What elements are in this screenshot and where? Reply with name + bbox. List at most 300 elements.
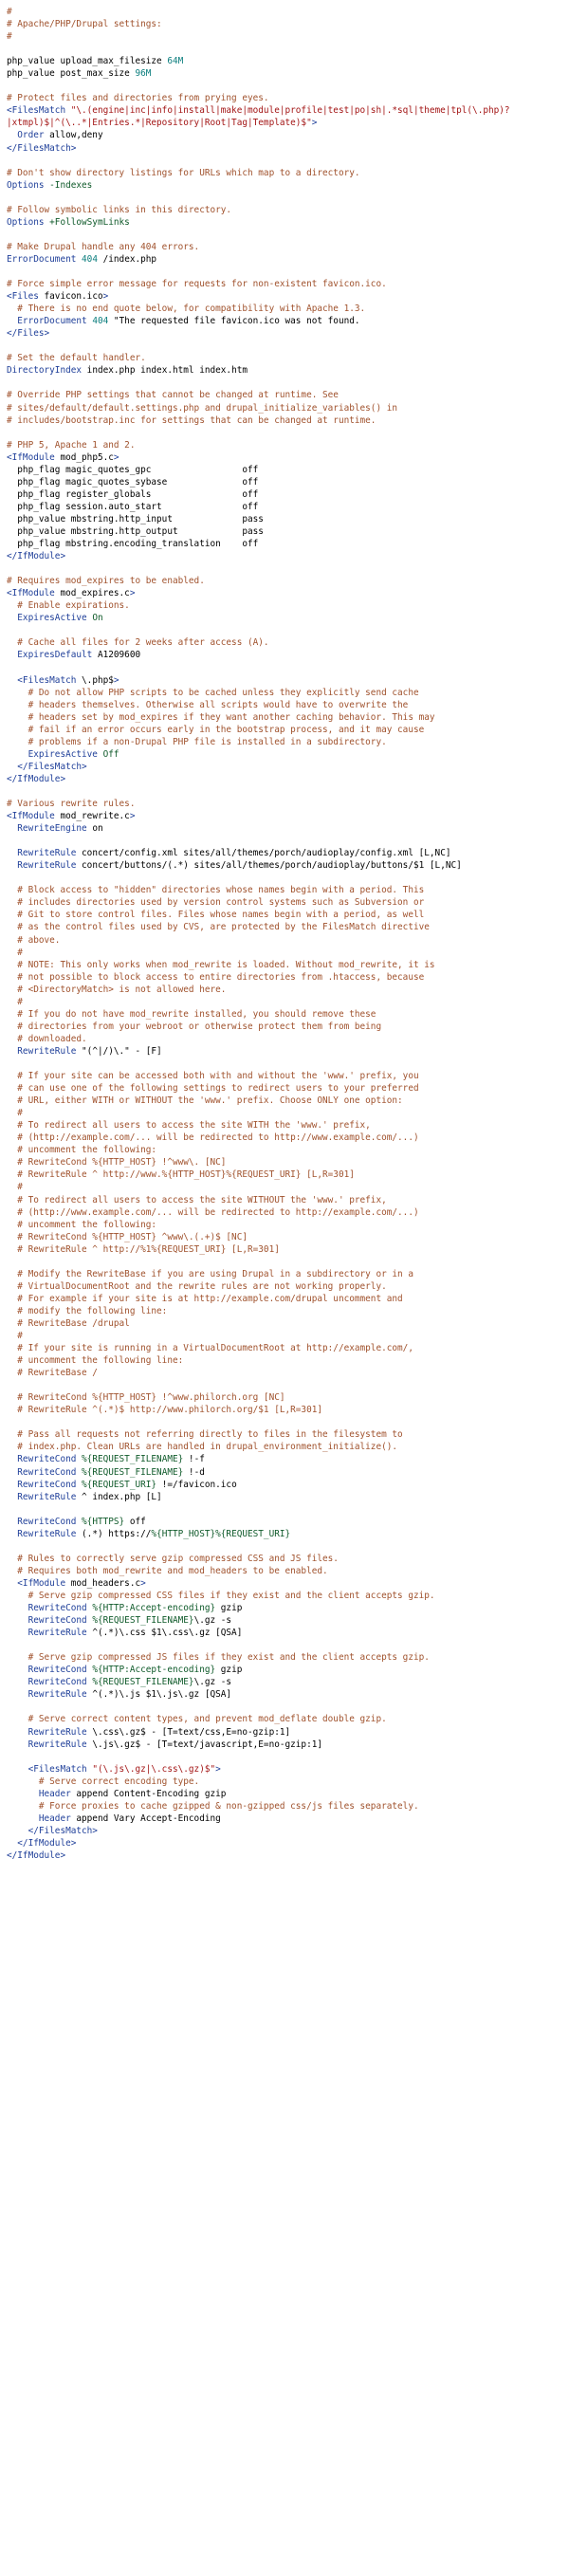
- code-token: RewriteCond: [7, 1665, 93, 1676]
- code-token: php_flag session.auto_start off: [7, 501, 259, 512]
- code-token: </FilesMatch>: [7, 761, 87, 772]
- code-line: [7, 761, 569, 773]
- code-token: 404: [82, 253, 98, 265]
- code-line: [7, 1763, 569, 1776]
- code-token: Options: [7, 216, 50, 228]
- code-token: # problems if a non-Drupal PHP file is installed in a subdirectory.: [7, 736, 387, 747]
- code-token: !-f: [183, 1454, 205, 1465]
- code-line: [7, 636, 569, 649]
- code-line: [7, 1168, 569, 1181]
- code-line: [7, 1181, 569, 1193]
- code-line: [7, 835, 569, 847]
- code-line: [7, 488, 569, 501]
- code-line: [7, 377, 569, 389]
- code-line: [7, 155, 569, 167]
- code-token: "The requested file favicon.ico was not found.: [108, 316, 360, 327]
- code-token: # (http://example.com/... will be redirected to http://www.example.com/...): [7, 1132, 419, 1144]
- code-token: php_flag mbstring.encoding_translation off: [7, 539, 259, 550]
- code-line: [7, 1776, 569, 1788]
- code-line: [7, 266, 569, 278]
- code-token: RewriteRule: [7, 860, 83, 872]
- code-token: Order: [7, 130, 50, 141]
- code-token: %{REQUEST_FILENAME}: [82, 1466, 184, 1478]
- code-token: # RewriteCond %{HTTP_HOST} ^www\.(.+)$ [NC]: [7, 1231, 248, 1242]
- code-token: "(\.js\.gz|\.css\.gz)$": [92, 1763, 216, 1775]
- code-line: [7, 464, 569, 476]
- code-token: \.js\.gz$ - [T=text/javascript,E=no-gzip:1]: [92, 1739, 323, 1750]
- code-token: concert/config.xml sites/all/themes/porch/audioplay/config.xml [L,NC]: [82, 848, 451, 859]
- code-token: # PHP 5, Apache 1 and 2.: [7, 439, 136, 451]
- code-line: [7, 1701, 569, 1713]
- code-line: [7, 1330, 569, 1342]
- code-line: [7, 1676, 569, 1688]
- code-line: [7, 1305, 569, 1317]
- code-line: [7, 624, 569, 636]
- code-line: [7, 1268, 569, 1280]
- code-token: # <DirectoryMatch> is not allowed here.: [7, 984, 227, 995]
- code-token: Header: [7, 1812, 77, 1824]
- code-token: # downloaded.: [7, 1033, 87, 1044]
- code-line: [7, 1849, 569, 1862]
- code-token: # Modify the RewriteBase if you are using Drupal in a subdirectory or in a: [7, 1268, 413, 1279]
- code-line: [7, 80, 569, 92]
- code-line: [7, 92, 569, 104]
- code-token: mod_php5.c: [60, 451, 114, 463]
- code-token: # sites/default/default.settings.php and drupal_initialize_variables() in: [7, 402, 398, 414]
- code-token: 96M: [135, 68, 152, 80]
- code-token: ^(.*)\.css $1\.css\.gz [QSA]: [92, 1628, 243, 1639]
- code-line: [7, 1800, 569, 1812]
- code-token: # not possible to block access to entire directories from .htaccess, because: [7, 971, 425, 983]
- code-token: # index.php. Clean URLs are handled in drupal_environment_initialize().: [7, 1442, 398, 1453]
- code-line: [7, 104, 569, 117]
- code-line: [7, 934, 569, 947]
- code-token: # Rules to correctly serve gzip compressed CSS and JS files.: [7, 1553, 339, 1564]
- code-token: # To redirect all users to access the site WITHOUT the 'www.' prefix,: [7, 1194, 387, 1205]
- code-line: [7, 142, 569, 155]
- code-token: # Enable expirations.: [7, 600, 130, 612]
- code-token: # RewriteRule ^ http://%1%{REQUEST_URI} [L,R=301]: [7, 1243, 280, 1255]
- code-token: %{HTTPS}: [82, 1516, 125, 1527]
- code-token: <Files: [7, 291, 45, 303]
- code-token: #: [7, 947, 23, 958]
- code-line: [7, 1825, 569, 1837]
- code-token: # Block access to "hidden" directories whose names begin with a period. This: [7, 885, 425, 896]
- code-token: !-d: [183, 1466, 205, 1478]
- code-line: [7, 1194, 569, 1206]
- code-token: #: [7, 31, 12, 43]
- code-token: >: [215, 1763, 221, 1775]
- code-line: [7, 1639, 569, 1651]
- code-line: [7, 587, 569, 599]
- code-token: %{HTTP:Accept-encoding}: [92, 1665, 216, 1676]
- code-token: # as the control files used by CVS, are protected by the FilesMatch directive: [7, 922, 430, 933]
- code-token: |xtmpl)$|^(\..*|Entries.*|Repository|Root|Tag|Template)$": [7, 118, 312, 129]
- code-line: [7, 1206, 569, 1219]
- code-token: # Various rewrite rules.: [7, 799, 136, 809]
- code-token: # Force simple error message for requests for non-existent favicon.ico.: [7, 279, 387, 290]
- code-line: [7, 6, 569, 18]
- code-line: [7, 1479, 569, 1491]
- code-token: # can use one of the following settings to redirect users to your preferred: [7, 1083, 419, 1095]
- code-token: <IfModule: [7, 1577, 71, 1589]
- code-line: [7, 1788, 569, 1800]
- code-line: [7, 1466, 569, 1479]
- code-token: php_value post_max_size: [7, 68, 136, 80]
- code-token: # fail if an error occurs early in the bootstrap process, and it may cause: [7, 724, 425, 735]
- code-token: %{REQUEST_URI}: [82, 1479, 157, 1490]
- code-line: [7, 724, 569, 736]
- code-line: [7, 1751, 569, 1763]
- code-token: allow,deny: [49, 130, 103, 141]
- code-token: RewriteRule: [7, 1491, 83, 1502]
- code-line: [7, 687, 569, 699]
- code-token: php_flag register_globals off: [7, 488, 259, 500]
- code-token: <FilesMatch: [7, 105, 71, 117]
- code-token: #: [7, 1331, 23, 1342]
- code-line: [7, 1144, 569, 1156]
- code-line: [7, 216, 569, 229]
- code-token: append Content-Encoding gzip: [76, 1788, 227, 1799]
- code-token: gzip: [215, 1603, 243, 1614]
- code-token: "(^|/)\." - [F]: [82, 1045, 162, 1057]
- code-line: [7, 1243, 569, 1256]
- code-token: >: [129, 811, 136, 822]
- code-line: [7, 1256, 569, 1268]
- code-line: [7, 1602, 569, 1614]
- code-token: php_value upload_max_filesize: [7, 56, 168, 67]
- code-token: >: [311, 118, 318, 129]
- code-token: </FilesMatch>: [7, 1825, 98, 1836]
- code-token: <FilesMatch: [7, 1763, 93, 1775]
- code-line: [7, 1428, 569, 1441]
- code-token: # headers set by mod_expires if they want another caching behavior. This may: [7, 711, 435, 723]
- code-token: #: [7, 7, 12, 17]
- code-line: [7, 550, 569, 562]
- code-token: On: [92, 613, 103, 624]
- code-token: # VirtualDocumentRoot and the rewrite rules are not working properly.: [7, 1280, 387, 1292]
- code-line: [7, 18, 569, 30]
- code-token: append Vary Accept-Encoding: [76, 1812, 221, 1824]
- code-token: RewriteRule: [7, 1739, 93, 1750]
- code-token: </IfModule>: [7, 773, 66, 784]
- code-line: [7, 1070, 569, 1082]
- code-token: # Serve correct content types, and prevent mod_deflate double gzip.: [7, 1714, 387, 1725]
- code-line: [7, 699, 569, 711]
- code-line: [7, 1577, 569, 1590]
- code-line: [7, 1391, 569, 1404]
- code-token: off: [124, 1516, 146, 1527]
- code-line: [7, 1082, 569, 1095]
- code-token: ^ index.php [L]: [82, 1491, 162, 1502]
- code-token: # Cache all files for 2 weeks after access (A).: [7, 637, 269, 649]
- code-token: # Apache/PHP/Drupal settings:: [7, 19, 162, 30]
- code-line: [7, 229, 569, 241]
- code-line: [7, 1231, 569, 1243]
- code-line: [7, 1453, 569, 1465]
- code-token: # (http://www.example.com/... will be redirected to http://example.com/...): [7, 1206, 419, 1218]
- code-token: Header: [7, 1788, 77, 1799]
- code-token: #: [7, 1108, 23, 1119]
- code-token: # Pass all requests not referring directly to files in the filesystem to: [7, 1429, 403, 1441]
- code-line: [7, 1404, 569, 1416]
- code-line: [7, 711, 569, 724]
- code-token: %{HTTP:Accept-encoding}: [92, 1603, 216, 1614]
- code-line: [7, 612, 569, 624]
- code-line: [7, 1540, 569, 1553]
- code-line: [7, 1503, 569, 1516]
- code-token: RewriteCond: [7, 1454, 83, 1465]
- code-line: [7, 575, 569, 587]
- code-token: # Requires both mod_rewrite and mod_headers to be enabled.: [7, 1565, 328, 1576]
- code-line: [7, 1342, 569, 1354]
- code-line: [7, 30, 569, 43]
- code-token: /index.php: [97, 253, 157, 265]
- code-line: [7, 315, 569, 327]
- code-token: # RewriteCond %{HTTP_HOST} !^www.philorch.org [NC]: [7, 1392, 285, 1404]
- code-line: [7, 402, 569, 414]
- code-token: # includes directories used by version control systems such as Subversion or: [7, 897, 425, 909]
- code-token: # headers themselves. Otherwise all scripts would have to overwrite the: [7, 699, 409, 710]
- code-token: # For example if your site is at http://example.com/drupal uncomment and: [7, 1293, 403, 1304]
- code-token: mod_headers.c: [70, 1577, 141, 1589]
- code-line: [7, 1441, 569, 1453]
- code-token: # If your site can be accessed both with and without the 'www.' prefix, you: [7, 1071, 419, 1082]
- code-token: # Follow symbolic links in this directory.: [7, 204, 232, 215]
- code-line: [7, 1664, 569, 1676]
- code-token: # RewriteBase /: [7, 1368, 98, 1379]
- code-token: # Do not allow PHP scripts to be cached unless they explicitly send cache: [7, 687, 419, 698]
- code-line: [7, 1416, 569, 1428]
- code-line: [7, 340, 569, 352]
- code-token: 64M: [167, 56, 184, 67]
- code-token: RewriteRule: [7, 1689, 93, 1701]
- code-token: # RewriteCond %{HTTP_HOST} !^www\. [NC]: [7, 1157, 227, 1168]
- code-token: >: [140, 1577, 146, 1589]
- code-line: [7, 1132, 569, 1144]
- code-line: [7, 129, 569, 141]
- code-line: [7, 1837, 569, 1849]
- code-token: \.gz -s: [193, 1615, 232, 1627]
- code-line: [7, 1107, 569, 1119]
- code-token: # RewriteBase /drupal: [7, 1317, 130, 1329]
- code-token: ExpiresActive: [7, 748, 103, 760]
- code-line: [7, 1726, 569, 1739]
- code-line: [7, 748, 569, 761]
- code-line: [7, 1021, 569, 1033]
- code-line: [7, 971, 569, 984]
- code-token: # Make Drupal handle any 404 errors.: [7, 241, 200, 252]
- code-line: [7, 1627, 569, 1639]
- code-token: RewriteRule: [7, 1528, 83, 1539]
- code-line: [7, 984, 569, 996]
- code-line: [7, 290, 569, 303]
- code-line: [7, 1058, 569, 1070]
- code-token: \.php$: [82, 674, 114, 686]
- code-token: ExpiresDefault: [7, 650, 98, 661]
- code-token: # uncomment the following:: [7, 1219, 157, 1230]
- code-token: # If your site is running in a VirtualDocumentRoot at http://example.com/,: [7, 1343, 413, 1354]
- code-token: RewriteRule: [7, 1045, 83, 1057]
- code-line: [7, 859, 569, 872]
- code-line: [7, 179, 569, 192]
- code-line: [7, 884, 569, 896]
- code-token: </IfModule>: [7, 551, 66, 562]
- code-token: (.*) https://: [82, 1528, 152, 1539]
- code-line: [7, 1590, 569, 1602]
- code-token: #: [7, 1182, 23, 1193]
- code-token: RewriteRule: [7, 1628, 93, 1639]
- code-line: [7, 67, 569, 80]
- code-line: [7, 439, 569, 451]
- code-token: Options: [7, 179, 50, 191]
- code-line: [7, 167, 569, 179]
- code-line: [7, 1565, 569, 1577]
- code-token: # includes/bootstrap.inc for settings that can be changed at runtime.: [7, 414, 376, 426]
- code-token: -Indexes: [49, 179, 93, 191]
- code-token: RewriteCond: [7, 1479, 83, 1490]
- code-token: # uncomment the following line:: [7, 1355, 184, 1367]
- code-line: [7, 1516, 569, 1528]
- code-line: [7, 1045, 569, 1058]
- code-line: [7, 117, 569, 129]
- code-token: # NOTE: This only works when mod_rewrite is loaded. Without mod_rewrite, it is: [7, 959, 435, 970]
- code-token: # If you do not have mod_rewrite installed, you should remove these: [7, 1008, 376, 1020]
- code-token: index.php index.html index.htm: [86, 365, 248, 377]
- code-token: 404: [92, 316, 109, 327]
- code-line: [7, 810, 569, 822]
- code-line: [7, 427, 569, 439]
- code-token: php_flag magic_quotes_gpc off: [7, 464, 259, 475]
- code-token: mod_rewrite.c: [60, 811, 130, 822]
- code-token: <IfModule: [7, 811, 61, 822]
- code-token: ErrorDocument: [7, 253, 83, 265]
- code-token: php_value mbstring.http_output pass: [7, 525, 264, 537]
- code-token: # Override PHP settings that cannot be changed at runtime. See: [7, 390, 339, 401]
- code-line: [7, 1033, 569, 1045]
- code-token: >: [113, 674, 119, 686]
- code-token: RewriteCond: [7, 1677, 93, 1688]
- code-token: %{HTTP_HOST}%{REQUEST_URI}: [151, 1528, 291, 1539]
- code-token: </IfModule>: [7, 1837, 77, 1849]
- code-token: favicon.ico: [44, 291, 103, 303]
- code-line: [7, 303, 569, 315]
- code-line: [7, 525, 569, 538]
- code-line: [7, 562, 569, 575]
- code-line: [7, 1713, 569, 1725]
- code-token: # RewriteRule ^(.*)$ http://www.philorch.org/$1 [L,R=301]: [7, 1405, 323, 1416]
- code-token: DirectoryIndex: [7, 365, 87, 377]
- code-line: [7, 278, 569, 290]
- code-line: [7, 921, 569, 933]
- code-token: RewriteCond: [7, 1516, 83, 1527]
- code-line: [7, 1367, 569, 1379]
- code-token: Off: [102, 748, 119, 760]
- code-line: [7, 909, 569, 921]
- code-line: [7, 1688, 569, 1701]
- code-line: [7, 1280, 569, 1293]
- code-line: [7, 785, 569, 798]
- code-token: # Serve gzip compressed JS files if they exist and the client accepts gzip.: [7, 1652, 430, 1664]
- code-token: </Files>: [7, 328, 50, 340]
- code-line: [7, 896, 569, 909]
- code-line: [7, 241, 569, 253]
- code-line: [7, 1293, 569, 1305]
- code-line: [7, 1553, 569, 1565]
- code-token: +FollowSymLinks: [49, 216, 130, 228]
- code-token: RewriteEngine: [7, 823, 93, 835]
- code-token: >: [129, 588, 136, 599]
- code-token: # modify the following line:: [7, 1305, 168, 1316]
- code-token: # Force proxies to cache gzipped & non-gzipped css/js files separately.: [7, 1800, 419, 1812]
- code-token: # URL, either WITH or WITHOUT the 'www.' prefix. Choose ONLY one option:: [7, 1095, 403, 1107]
- code-token: >: [113, 451, 119, 463]
- code-line: [7, 389, 569, 401]
- code-line: [7, 253, 569, 266]
- code-token: \.css\.gz$ - [T=text/css,E=no-gzip:1]: [92, 1726, 291, 1738]
- code-line: [7, 649, 569, 661]
- code-line: [7, 451, 569, 464]
- code-token: RewriteCond: [7, 1615, 93, 1627]
- code-token: >: [102, 291, 109, 303]
- code-token: %{REQUEST_FILENAME}: [82, 1454, 184, 1465]
- code-line: [7, 1528, 569, 1540]
- code-line: [7, 736, 569, 748]
- code-token: </FilesMatch>: [7, 142, 77, 154]
- code-line: [7, 43, 569, 55]
- code-line: [7, 674, 569, 687]
- code-line: [7, 476, 569, 488]
- code-token: # To redirect all users to access the site WITH the 'www.' prefix,: [7, 1120, 371, 1132]
- code-token: # directories from your webroot or otherwise protect them from being: [7, 1021, 382, 1032]
- code-line: [7, 1219, 569, 1231]
- code-line: [7, 599, 569, 612]
- code-line: [7, 947, 569, 959]
- code-token: <IfModule: [7, 451, 61, 463]
- code-token: # Protect files and directories from prying eyes.: [7, 93, 269, 104]
- code-token: # Requires mod_expires to be enabled.: [7, 576, 205, 587]
- code-line: [7, 513, 569, 525]
- code-token: RewriteCond: [7, 1603, 93, 1614]
- code-line: [7, 872, 569, 884]
- code-token: php_value mbstring.http_input pass: [7, 513, 264, 524]
- code-token: </IfModule>: [7, 1849, 66, 1861]
- code-line: [7, 1651, 569, 1664]
- code-token: "\.(engine|inc|info|install|make|module|profile|test|po|sh|.*sql|theme|tpl(\.php)?: [70, 105, 510, 117]
- code-line: [7, 538, 569, 550]
- code-token: %{REQUEST_FILENAME}: [92, 1677, 194, 1688]
- code-token: concert/buttons/(.*) sites/all/themes/porch/audioplay/buttons/$1 [L,NC]: [82, 860, 462, 872]
- code-line: [7, 996, 569, 1008]
- code-line: [7, 192, 569, 204]
- code-line: [7, 55, 569, 67]
- code-token: # Serve gzip compressed CSS files if they exist and the client accepts gzip.: [7, 1591, 435, 1601]
- code-line: [7, 501, 569, 513]
- code-token: ^(.*)\.js $1\.js\.gz [QSA]: [92, 1689, 232, 1701]
- code-line: [7, 1379, 569, 1391]
- code-line: [7, 1739, 569, 1751]
- code-line: [7, 1354, 569, 1367]
- code-line: [7, 798, 569, 810]
- code-line: [7, 959, 569, 971]
- code-token: # There is no end quote below, for compatibility with Apache 1.3.: [7, 304, 366, 315]
- code-line: [7, 204, 569, 216]
- code-line: [7, 661, 569, 673]
- code-line: [7, 1614, 569, 1627]
- code-token: # Serve correct encoding type.: [7, 1776, 200, 1787]
- code-token: # Don't show directory listings for URLs which map to a directory.: [7, 167, 360, 178]
- code-token: RewriteCond: [7, 1466, 83, 1478]
